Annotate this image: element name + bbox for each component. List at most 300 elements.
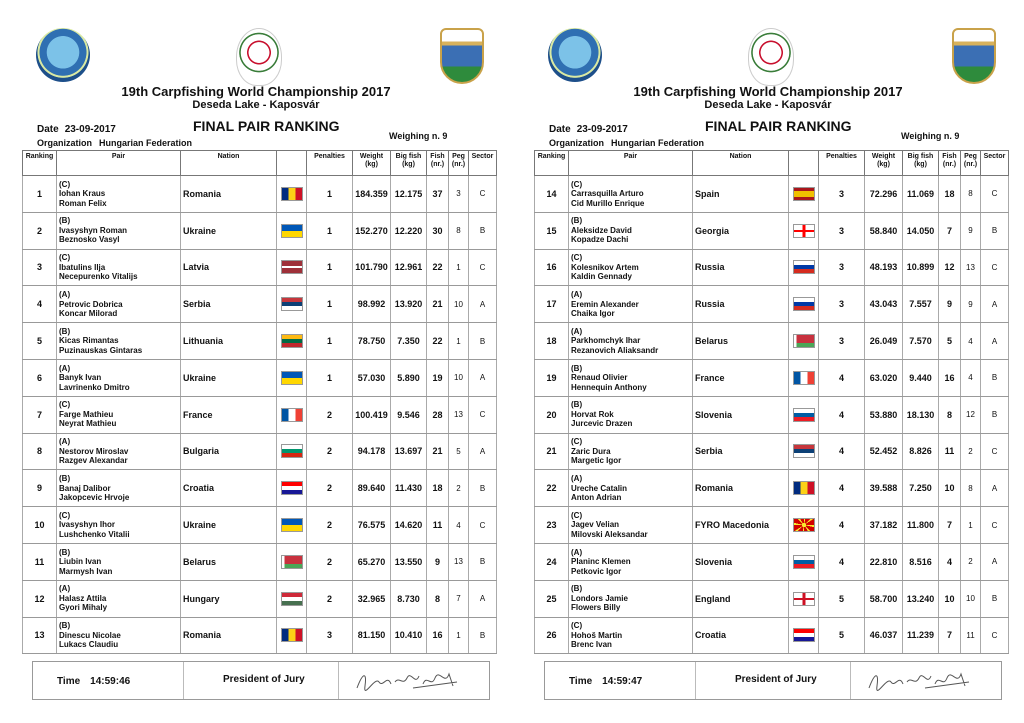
penalties-cell: 1 xyxy=(307,176,353,213)
pair-sector-tag: (C) xyxy=(571,437,583,447)
fish-count-cell: 22 xyxy=(427,323,449,360)
nation-cell: Russia xyxy=(693,249,789,286)
nation-cell: France xyxy=(693,359,789,396)
angler-name: Petkovic Igor xyxy=(571,566,622,576)
big-fish-cell: 11.800 xyxy=(903,507,939,544)
footer-divider xyxy=(850,662,851,699)
big-fish-cell: 11.239 xyxy=(903,617,939,654)
big-fish-cell: 13.550 xyxy=(391,543,427,580)
pair-sector-tag: (A) xyxy=(59,437,71,447)
fish-count-cell: 11 xyxy=(939,433,961,470)
pair-sector-tag: (C) xyxy=(59,253,71,263)
angler-name: Gyori Mihaly xyxy=(59,603,108,613)
penalties-cell: 4 xyxy=(819,543,865,580)
peg-cell: 12 xyxy=(961,396,981,433)
angler-name: Nestorov Miroslav xyxy=(59,446,129,456)
signature-icon xyxy=(353,668,463,694)
pair-cell xyxy=(569,543,693,580)
nation-cell: Bulgaria xyxy=(181,433,277,470)
pair-cell xyxy=(57,543,181,580)
weight-cell: 39.588 xyxy=(865,470,903,507)
angler-name: Ivasyshyn Ihor xyxy=(59,520,116,530)
weight-cell: 22.810 xyxy=(865,543,903,580)
pair-cell xyxy=(569,617,693,654)
big-fish-cell: 10.410 xyxy=(391,617,427,654)
big-fish-cell: 8.730 xyxy=(391,580,427,617)
mohosz-logo-icon xyxy=(440,28,484,84)
date-label: Date xyxy=(549,124,571,135)
pair-sector-tag: (A) xyxy=(59,290,71,300)
angler-name: Lavrinenko Dmitro xyxy=(59,382,130,392)
weight-cell: 46.037 xyxy=(865,617,903,654)
nation-cell: Croatia xyxy=(693,617,789,654)
column-header xyxy=(277,151,307,176)
venue-subtitle: Deseda Lake - Kaposvár xyxy=(192,99,320,111)
nation-cell: Spain xyxy=(693,176,789,213)
rank-cell: 22 xyxy=(535,470,569,507)
big-fish-cell: 12.220 xyxy=(391,212,427,249)
angler-name: Iohan Kraus xyxy=(59,189,106,199)
weight-cell: 100.419 xyxy=(353,396,391,433)
angler-name: Aleksidze David xyxy=(571,225,632,235)
weight-cell: 101.790 xyxy=(353,249,391,286)
big-fish-cell: 7.557 xyxy=(903,286,939,323)
footer-box xyxy=(544,661,1002,700)
peg-cell: 13 xyxy=(449,396,469,433)
fish-count-cell: 28 xyxy=(427,396,449,433)
fish-count-cell: 9 xyxy=(427,543,449,580)
pair-sector-tag: (B) xyxy=(59,474,71,484)
big-fish-cell: 18.130 xyxy=(903,396,939,433)
footer-box xyxy=(32,661,490,700)
column-header: Pair xyxy=(569,151,693,176)
penalties-cell: 4 xyxy=(819,507,865,544)
fish-count-cell: 19 xyxy=(427,359,449,396)
rank-cell: 13 xyxy=(23,617,57,654)
fish-count-cell: 7 xyxy=(939,617,961,654)
pair-cell xyxy=(569,212,693,249)
penalties-cell: 4 xyxy=(819,359,865,396)
flag-cell xyxy=(277,396,307,433)
fish-count-cell: 22 xyxy=(427,249,449,286)
flag-cell xyxy=(277,580,307,617)
footer-divider xyxy=(338,662,339,699)
angler-name: Ureche Catalin xyxy=(571,483,628,493)
column-header: Ranking xyxy=(535,151,569,176)
table-row xyxy=(23,286,497,323)
table-row xyxy=(23,617,497,654)
nation-cell: Serbia xyxy=(181,286,277,323)
ro-flag-icon xyxy=(281,628,303,642)
angler-name: Zaric Dura xyxy=(571,446,611,456)
pair-cell xyxy=(569,507,693,544)
date-line xyxy=(37,124,116,135)
weight-cell: 184.359 xyxy=(353,176,391,213)
penalties-cell: 1 xyxy=(307,249,353,286)
weight-cell: 48.193 xyxy=(865,249,903,286)
sector-cell: B xyxy=(469,543,497,580)
sector-cell: A xyxy=(981,543,1009,580)
pair-cell xyxy=(57,286,181,323)
rank-cell: 4 xyxy=(23,286,57,323)
column-header: Weight (kg) xyxy=(865,151,903,176)
penalties-cell: 3 xyxy=(819,323,865,360)
nation-cell: Romania xyxy=(181,176,277,213)
big-fish-cell: 7.570 xyxy=(903,323,939,360)
angler-name: Eremin Alexander xyxy=(571,299,639,309)
angler-name: Rezanovich Aliaksandr xyxy=(571,345,659,355)
flag-cell xyxy=(789,212,819,249)
ua-flag-icon xyxy=(281,371,303,385)
championship-title: 19th Carpfishing World Championship 2017 xyxy=(633,84,903,99)
peg-cell: 4 xyxy=(961,359,981,396)
angler-name: Carrasquilla Arturo xyxy=(571,189,644,199)
fish-count-cell: 21 xyxy=(427,286,449,323)
organization-label: Organization xyxy=(37,138,93,148)
pair-sector-tag: (C) xyxy=(571,510,583,520)
flag-cell xyxy=(277,470,307,507)
rank-cell: 7 xyxy=(23,396,57,433)
peg-cell: 2 xyxy=(961,543,981,580)
column-header: Penalties xyxy=(307,151,353,176)
angler-name: Parkhomchyk Ihar xyxy=(571,336,641,346)
column-header: Sector xyxy=(981,151,1009,176)
angler-name: Marmysh Ivan xyxy=(59,566,113,576)
sector-cell: C xyxy=(469,507,497,544)
weighing-number: Weighing n. 9 xyxy=(901,131,960,141)
penalties-cell: 2 xyxy=(307,580,353,617)
pair-cell xyxy=(57,617,181,654)
pair-cell xyxy=(57,249,181,286)
rank-cell: 25 xyxy=(535,580,569,617)
flag-cell xyxy=(277,433,307,470)
ranking-sheet-right xyxy=(512,0,1024,723)
angler-name: Koncar Milorad xyxy=(59,309,118,319)
rank-cell: 26 xyxy=(535,617,569,654)
angler-name: Ivasyshyn Roman xyxy=(59,225,128,235)
penalties-cell: 5 xyxy=(819,580,865,617)
big-fish-cell: 9.440 xyxy=(903,359,939,396)
pair-sector-tag: (B) xyxy=(571,584,583,594)
fips-logo-icon xyxy=(548,28,602,82)
organization-line xyxy=(549,138,704,148)
flag-cell xyxy=(277,176,307,213)
flag-cell xyxy=(789,359,819,396)
penalties-cell: 2 xyxy=(307,433,353,470)
sector-cell: A xyxy=(469,359,497,396)
peg-cell: 8 xyxy=(961,176,981,213)
fish-count-cell: 12 xyxy=(939,249,961,286)
fish-count-cell: 30 xyxy=(427,212,449,249)
angler-name: Hennequin Anthony xyxy=(571,382,647,392)
date-value: 23-09-2017 xyxy=(64,124,116,135)
sector-cell: B xyxy=(469,470,497,507)
sector-cell: B xyxy=(981,396,1009,433)
fr-flag-icon xyxy=(281,408,303,422)
pair-cell xyxy=(57,470,181,507)
nation-cell: Belarus xyxy=(181,543,277,580)
peg-cell: 2 xyxy=(449,470,469,507)
angler-name: Brenc Ivan xyxy=(571,640,612,650)
rank-cell: 2 xyxy=(23,212,57,249)
peg-cell: 13 xyxy=(961,249,981,286)
time-line xyxy=(57,676,130,687)
rank-cell: 10 xyxy=(23,507,57,544)
pair-cell xyxy=(569,433,693,470)
pair-sector-tag: (B) xyxy=(571,400,583,410)
ru-flag-icon xyxy=(793,297,815,311)
angler-name: Petrovic Dobrica xyxy=(59,299,123,309)
peg-cell: 11 xyxy=(961,617,981,654)
fish-count-cell: 10 xyxy=(939,580,961,617)
rank-cell: 1 xyxy=(23,176,57,213)
sector-cell: B xyxy=(469,323,497,360)
sector-cell: A xyxy=(469,286,497,323)
date-label: Date xyxy=(37,124,59,135)
ranking-heading: FINAL PAIR RANKING xyxy=(705,118,852,134)
pair-sector-tag: (A) xyxy=(571,326,583,336)
fish-count-cell: 7 xyxy=(939,212,961,249)
nation-cell: Slovenia xyxy=(693,543,789,580)
table-row xyxy=(535,507,1009,544)
weight-cell: 32.965 xyxy=(353,580,391,617)
nation-cell: Ukraine xyxy=(181,359,277,396)
ua-flag-icon xyxy=(281,518,303,532)
penalties-cell: 4 xyxy=(819,470,865,507)
ua-flag-icon xyxy=(281,224,303,238)
nation-cell: England xyxy=(693,580,789,617)
flag-cell xyxy=(277,212,307,249)
table-row xyxy=(535,580,1009,617)
table-row xyxy=(23,359,497,396)
time-line xyxy=(569,676,642,687)
angler-name: Flowers Billy xyxy=(571,603,621,613)
pair-cell xyxy=(57,396,181,433)
pair-sector-tag: (C) xyxy=(571,621,583,631)
fr-flag-icon xyxy=(793,371,815,385)
table-row xyxy=(535,470,1009,507)
nation-cell: France xyxy=(181,396,277,433)
angler-name: Jagev Velian xyxy=(571,520,620,530)
ru-flag-icon xyxy=(793,260,815,274)
big-fish-cell: 12.961 xyxy=(391,249,427,286)
nation-cell: FYRO Macedonia xyxy=(693,507,789,544)
fish-count-cell: 10 xyxy=(939,470,961,507)
angler-name: Neyrat Mathieu xyxy=(59,419,117,429)
weight-cell: 81.150 xyxy=(353,617,391,654)
pair-cell xyxy=(569,249,693,286)
flag-cell xyxy=(789,543,819,580)
rs-flag-icon xyxy=(793,444,815,458)
sector-cell: C xyxy=(981,507,1009,544)
peg-cell: 10 xyxy=(961,580,981,617)
angler-name: Anton Adrian xyxy=(571,493,622,503)
fish-count-cell: 21 xyxy=(427,433,449,470)
flag-cell xyxy=(789,176,819,213)
rank-cell: 19 xyxy=(535,359,569,396)
angler-name: Jurcevic Drazen xyxy=(571,419,633,429)
si-flag-icon xyxy=(793,408,815,422)
big-fish-cell: 11.430 xyxy=(391,470,427,507)
weight-cell: 37.182 xyxy=(865,507,903,544)
column-header: Big fish (kg) xyxy=(391,151,427,176)
table-row xyxy=(23,323,497,360)
lt-flag-icon xyxy=(281,334,303,348)
angler-name: Beznosko Vasyl xyxy=(59,235,120,245)
angler-name: Ibatulins Ilja xyxy=(59,262,106,272)
nation-cell: Slovenia xyxy=(693,396,789,433)
table-row xyxy=(23,580,497,617)
angler-name: Halasz Attila xyxy=(59,593,107,603)
column-header: Weight (kg) xyxy=(353,151,391,176)
flag-cell xyxy=(277,507,307,544)
mk-flag-icon xyxy=(793,518,815,532)
nation-cell: Serbia xyxy=(693,433,789,470)
hr-flag-icon xyxy=(793,628,815,642)
nation-cell: Lithuania xyxy=(181,323,277,360)
sector-cell: B xyxy=(981,359,1009,396)
weight-cell: 58.700 xyxy=(865,580,903,617)
big-fish-cell: 13.240 xyxy=(903,580,939,617)
pair-cell xyxy=(57,580,181,617)
flag-cell xyxy=(277,323,307,360)
angler-name: Dinescu Nicolae xyxy=(59,630,121,640)
sector-cell: B xyxy=(469,212,497,249)
sector-cell: C xyxy=(981,249,1009,286)
peg-cell: 1 xyxy=(449,249,469,286)
table-row xyxy=(23,507,497,544)
peg-cell: 1 xyxy=(449,323,469,360)
big-fish-cell: 10.899 xyxy=(903,249,939,286)
angler-name: Margetic Igor xyxy=(571,456,622,466)
big-fish-cell: 7.250 xyxy=(903,470,939,507)
big-fish-cell: 14.620 xyxy=(391,507,427,544)
peg-cell: 8 xyxy=(449,212,469,249)
peg-cell: 8 xyxy=(961,470,981,507)
peg-cell: 9 xyxy=(961,286,981,323)
big-fish-cell: 7.350 xyxy=(391,323,427,360)
flag-cell xyxy=(277,543,307,580)
table-row xyxy=(23,176,497,213)
penalties-cell: 2 xyxy=(307,507,353,544)
weight-cell: 53.880 xyxy=(865,396,903,433)
pair-sector-tag: (C) xyxy=(59,400,71,410)
column-header: Peg (nr.) xyxy=(961,151,981,176)
peg-cell: 13 xyxy=(449,543,469,580)
penalties-cell: 1 xyxy=(307,323,353,360)
table-row xyxy=(535,543,1009,580)
pair-cell xyxy=(57,507,181,544)
penalties-cell: 3 xyxy=(819,286,865,323)
time-value: 14:59:46 xyxy=(90,676,131,687)
organization-value: Hungarian Federation xyxy=(611,138,705,148)
sector-cell: A xyxy=(469,433,497,470)
penalties-cell: 4 xyxy=(819,433,865,470)
nation-cell: Ukraine xyxy=(181,507,277,544)
fish-count-cell: 16 xyxy=(427,617,449,654)
table-row xyxy=(535,396,1009,433)
big-fish-cell: 9.546 xyxy=(391,396,427,433)
table-row xyxy=(23,212,497,249)
column-header: Ranking xyxy=(23,151,57,176)
pair-cell xyxy=(57,212,181,249)
table-row xyxy=(23,470,497,507)
penalties-cell: 3 xyxy=(819,212,865,249)
peg-cell: 1 xyxy=(449,617,469,654)
si-flag-icon xyxy=(793,555,815,569)
ranking-table xyxy=(534,150,1009,654)
table-row xyxy=(23,249,497,286)
flag-cell xyxy=(789,396,819,433)
peg-cell: 10 xyxy=(449,286,469,323)
table-row xyxy=(535,323,1009,360)
pair-sector-tag: (C) xyxy=(571,179,583,189)
organization-line xyxy=(37,138,192,148)
sector-cell: C xyxy=(981,433,1009,470)
angler-name: Banyk Ivan xyxy=(59,373,102,383)
column-header: Penalties xyxy=(819,151,865,176)
weight-cell: 72.296 xyxy=(865,176,903,213)
sector-cell: A xyxy=(981,286,1009,323)
weight-cell: 152.270 xyxy=(353,212,391,249)
angler-name: Lushchenko Vitalii xyxy=(59,529,130,539)
weight-cell: 57.030 xyxy=(353,359,391,396)
weight-cell: 98.992 xyxy=(353,286,391,323)
rank-cell: 5 xyxy=(23,323,57,360)
rank-cell: 23 xyxy=(535,507,569,544)
table-row xyxy=(535,433,1009,470)
weight-cell: 76.575 xyxy=(353,507,391,544)
fish-count-cell: 18 xyxy=(939,176,961,213)
flag-cell xyxy=(789,286,819,323)
weight-cell: 58.840 xyxy=(865,212,903,249)
penalties-cell: 2 xyxy=(307,543,353,580)
sector-cell: C xyxy=(469,176,497,213)
peg-cell: 4 xyxy=(961,323,981,360)
pair-cell xyxy=(57,176,181,213)
flag-cell xyxy=(789,617,819,654)
column-header: Pair xyxy=(57,151,181,176)
mohosz-logo-icon xyxy=(952,28,996,84)
time-label: Time xyxy=(57,676,81,687)
pair-cell xyxy=(569,323,693,360)
fish-count-cell: 5 xyxy=(939,323,961,360)
pair-sector-tag: (A) xyxy=(571,474,583,484)
table-row xyxy=(535,249,1009,286)
angler-name: Puzinauskas Gintaras xyxy=(59,345,143,355)
angler-name: Razgev Alexandar xyxy=(59,456,128,466)
big-fish-cell: 8.516 xyxy=(903,543,939,580)
big-fish-cell: 11.069 xyxy=(903,176,939,213)
flag-cell xyxy=(789,323,819,360)
angler-name: Jakopcevic Hrvoje xyxy=(59,493,130,503)
flag-cell xyxy=(277,617,307,654)
nation-cell: Ukraine xyxy=(181,212,277,249)
rank-cell: 3 xyxy=(23,249,57,286)
fish-count-cell: 18 xyxy=(427,470,449,507)
angler-name: Kaldin Gennady xyxy=(571,272,632,282)
pair-cell xyxy=(569,359,693,396)
rank-cell: 9 xyxy=(23,470,57,507)
pair-cell xyxy=(57,323,181,360)
flag-cell xyxy=(277,286,307,323)
peg-cell: 1 xyxy=(961,507,981,544)
penalties-cell: 2 xyxy=(307,396,353,433)
peg-cell: 5 xyxy=(449,433,469,470)
angler-name: Planinc Klemen xyxy=(571,557,631,567)
pair-sector-tag: (B) xyxy=(59,621,71,631)
weight-cell: 78.750 xyxy=(353,323,391,360)
